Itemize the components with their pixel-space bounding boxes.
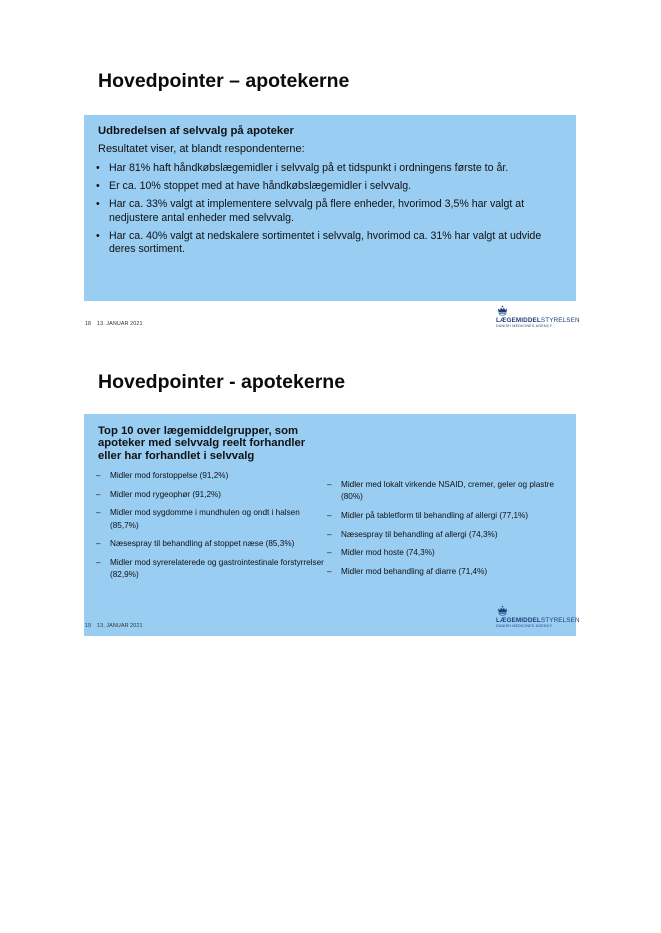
logo-subtitle: DANISH MEDICINES AGENCY xyxy=(496,624,553,628)
footer-date: 13. JANUAR 2021 xyxy=(97,321,143,327)
list-item: – Midler mod syrerelaterede og gastrointestinale forstyrrelser (82,9%) xyxy=(96,557,324,581)
logo-subtitle: DANISH MEDICINES AGENCY xyxy=(496,324,553,328)
dash-list-left xyxy=(96,470,324,588)
list-item: – Midler mod rygeophør (91,2%) xyxy=(96,489,324,501)
list-item: – Midler med lokalt virkende NSAID, cremer, geler og plastre (80%) xyxy=(327,479,563,503)
logo-name-light: STYRELSEN xyxy=(540,317,580,324)
logo-name-light: STYRELSEN xyxy=(540,617,580,624)
slide-title: Hovedpointer - apotekerne xyxy=(98,371,346,393)
slide-18 xyxy=(0,0,661,336)
bullet-list xyxy=(96,162,566,261)
content-panel xyxy=(84,115,576,301)
list-item: – Midler mod sygdomme i mundhulen og ondt i halsen (85,7%) xyxy=(96,507,324,531)
slide-title: Hovedpointer – apotekerne xyxy=(98,70,350,92)
bullet-item: • Har ca. 40% valgt at nedskalere sortimentet i selvvalg, hvorimod ca. 31% har valgt at udvide deres sortiment. xyxy=(96,230,566,256)
footer-date: 13. JANUAR 2021 xyxy=(97,623,143,629)
list-item: – Næsespray til behandling af stoppet næse (85,3%) xyxy=(96,538,324,550)
logo-name-bold: LÆGEMIDDEL xyxy=(496,617,541,624)
page-number: 18 xyxy=(85,321,91,327)
logo-name xyxy=(496,317,580,324)
panel-heading: Top 10 over lægemiddelgrupper, som apoteker med selvvalg reelt forhandler eller har forhandlet i selvvalg xyxy=(98,425,306,462)
crown-icon xyxy=(497,305,508,316)
list-item: – Midler på tabletform til behandling af allergi (77,1%) xyxy=(327,510,563,522)
logo-name xyxy=(496,617,580,624)
bullet-item: • Har 81% haft håndkøbslægemidler i selvvalg på et tidspunkt i ordningens første to år. xyxy=(96,162,566,175)
logo-name-bold: LÆGEMIDDEL xyxy=(496,317,541,324)
panel-heading: Udbredelsen af selvvalg på apoteker xyxy=(98,125,294,137)
list-item: – Midler mod behandling af diarre (71,4%) xyxy=(327,566,563,578)
list-item: – Midler mod hoste (74,3%) xyxy=(327,547,563,559)
agency-logo xyxy=(496,305,580,329)
panel-intro: Resultatet viser, at blandt respondenterne: xyxy=(98,143,305,155)
list-item: – Midler mod forstoppelse (91,2%) xyxy=(96,470,324,482)
list-item: – Næsespray til behandling af allergi (74,3%) xyxy=(327,529,563,541)
bullet-item: • Har ca. 33% valgt at implementere selvvalg på flere enheder, hvorimod 3,5% har valgt at nedjustere antal enheder med selvvalg. xyxy=(96,198,566,224)
content-panel xyxy=(84,414,576,636)
bullet-item: • Er ca. 10% stoppet med at have håndkøbslægemidler i selvvalg. xyxy=(96,180,566,193)
agency-logo xyxy=(496,605,580,629)
slide-19 xyxy=(0,336,661,636)
page-number: 19 xyxy=(85,623,91,629)
crown-icon xyxy=(497,605,508,616)
dash-list-right xyxy=(327,479,563,585)
